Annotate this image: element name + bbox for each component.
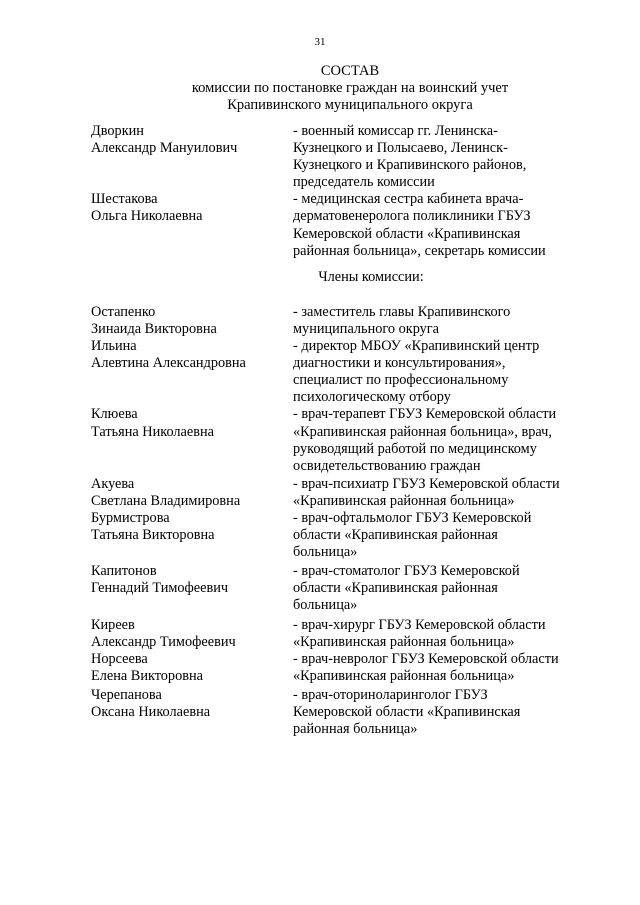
role-line: Кузнецкого и Крапивинского районов, bbox=[293, 157, 527, 174]
role-line: районная больница» bbox=[293, 721, 418, 738]
role-line: больница» bbox=[293, 544, 358, 561]
commission-entry bbox=[91, 123, 591, 191]
person-name bbox=[91, 191, 293, 259]
person-name bbox=[91, 406, 293, 474]
role-line: - врач-стоматолог ГБУЗ Кемеровской bbox=[293, 563, 520, 580]
person-given-names: Ольга Николаевна bbox=[91, 208, 203, 225]
person-given-names: Светлана Владимировна bbox=[91, 492, 241, 509]
commission-entry bbox=[91, 651, 591, 685]
person-role bbox=[293, 510, 591, 561]
role-line: психологическому отбору bbox=[293, 389, 451, 406]
role-line: области «Крапивинская районная bbox=[293, 580, 498, 597]
role-line: «Крапивинская районная больница» bbox=[293, 492, 515, 509]
role-line: - врач-хирург ГБУЗ Кемеровской области bbox=[293, 616, 546, 633]
person-surname: Акуева bbox=[91, 475, 135, 492]
person-given-names: Татьяна Николаевна bbox=[91, 423, 214, 440]
role-line: районная больница», секретарь комиссии bbox=[293, 242, 546, 259]
role-line: - директор МБОУ «Крапивинский центр bbox=[293, 338, 540, 355]
person-role bbox=[293, 617, 591, 651]
person-name bbox=[91, 476, 293, 510]
role-line: руководящий работой по медицинскому bbox=[293, 440, 537, 457]
person-given-names: Елена Викторовна bbox=[91, 667, 203, 684]
title-line-1: СОСТАВ bbox=[320, 63, 380, 79]
role-line: - врач-невролог ГБУЗ Кемеровской области bbox=[293, 650, 559, 667]
title-line-3: Крапивинского муниципального округа bbox=[227, 97, 473, 113]
role-line: - врач-терапевт ГБУЗ Кемеровской области bbox=[293, 406, 557, 423]
role-line: - врач-психиатр ГБУЗ Кемеровской области bbox=[293, 475, 560, 492]
role-line: области «Крапивинская районная bbox=[293, 527, 498, 544]
role-line: специалист по профессиональному bbox=[293, 372, 509, 389]
person-surname: Клюева bbox=[91, 406, 138, 423]
role-line: больница» bbox=[293, 597, 358, 614]
person-role bbox=[293, 304, 591, 338]
role-line: муниципального округа bbox=[293, 320, 440, 337]
commission-entry bbox=[91, 338, 591, 406]
person-given-names: Александр Тимофеевич bbox=[91, 633, 236, 650]
person-name bbox=[91, 563, 293, 614]
commission-entry bbox=[91, 191, 591, 259]
role-line: председатель комиссии bbox=[293, 174, 435, 191]
role-line: освидетельствованию граждан bbox=[293, 457, 481, 474]
commission-entry bbox=[91, 617, 591, 651]
person-name bbox=[91, 617, 293, 651]
role-line: - военный комиссар гг. Ленинска- bbox=[293, 123, 498, 139]
person-surname: Дворкин bbox=[91, 123, 144, 139]
role-line: «Крапивинская районная больница», врач, bbox=[293, 423, 552, 440]
page-number: 31 bbox=[314, 36, 326, 48]
person-role bbox=[293, 563, 591, 614]
person-surname: Шестакова bbox=[91, 191, 158, 208]
person-name bbox=[91, 123, 293, 191]
commission-list bbox=[91, 123, 591, 738]
title-line-2: комиссии по постановке граждан на воинский учет bbox=[191, 80, 509, 96]
role-line: Кемеровской области «Крапивинская bbox=[293, 704, 521, 720]
person-surname: Остапенко bbox=[91, 303, 156, 320]
role-line: - врач-оториноларинголог ГБУЗ bbox=[293, 686, 488, 703]
person-surname: Киреев bbox=[91, 616, 135, 633]
commission-entry bbox=[91, 476, 591, 510]
person-name bbox=[91, 304, 293, 338]
role-line: - заместитель главы Крапивинского bbox=[293, 303, 511, 320]
person-name bbox=[91, 651, 293, 685]
person-role bbox=[293, 406, 591, 474]
person-given-names: Александр Мануилович bbox=[91, 140, 238, 157]
person-surname: Капитонов bbox=[91, 563, 157, 580]
role-line: - медицинская сестра кабинета врача- bbox=[293, 191, 524, 208]
commission-entry bbox=[91, 687, 591, 738]
role-line: «Крапивинская районная больница» bbox=[293, 633, 515, 650]
commission-entry bbox=[91, 406, 591, 474]
person-given-names: Геннадий Тимофеевич bbox=[91, 580, 229, 597]
role-line: дерматовенеролога поликлиники ГБУЗ bbox=[293, 208, 531, 225]
role-line: диагностики и консультирования», bbox=[293, 355, 506, 372]
person-surname: Черепанова bbox=[91, 686, 162, 703]
commission-entry bbox=[91, 304, 591, 338]
person-role bbox=[293, 476, 591, 510]
role-line: «Крапивинская районная больница» bbox=[293, 667, 515, 684]
role-line: Кузнецкого и Полысаево, Ленинск- bbox=[293, 140, 508, 157]
person-role bbox=[293, 687, 591, 738]
document-title bbox=[60, 63, 640, 114]
person-given-names: Алевтина Александровна bbox=[91, 355, 246, 372]
role-line: - врач-офтальмолог ГБУЗ Кемеровской bbox=[293, 509, 532, 526]
commission-entry bbox=[91, 563, 591, 614]
person-surname: Ильина bbox=[91, 338, 137, 355]
person-given-names: Зинаида Викторовна bbox=[91, 320, 217, 337]
person-given-names: Татьяна Викторовна bbox=[91, 527, 215, 544]
person-name bbox=[91, 510, 293, 561]
commission-entry bbox=[91, 510, 591, 561]
person-name bbox=[91, 687, 293, 738]
person-role bbox=[293, 123, 591, 191]
role-line: Кемеровской области «Крапивинская bbox=[293, 225, 521, 242]
person-given-names: Оксана Николаевна bbox=[91, 704, 211, 720]
person-role bbox=[293, 191, 591, 259]
members-heading: Члены комиссии: bbox=[318, 268, 424, 285]
person-role bbox=[293, 338, 591, 406]
person-surname: Норсеева bbox=[91, 650, 148, 667]
person-surname: Бурмистрова bbox=[91, 509, 170, 526]
person-role bbox=[293, 651, 591, 685]
person-name bbox=[91, 338, 293, 406]
